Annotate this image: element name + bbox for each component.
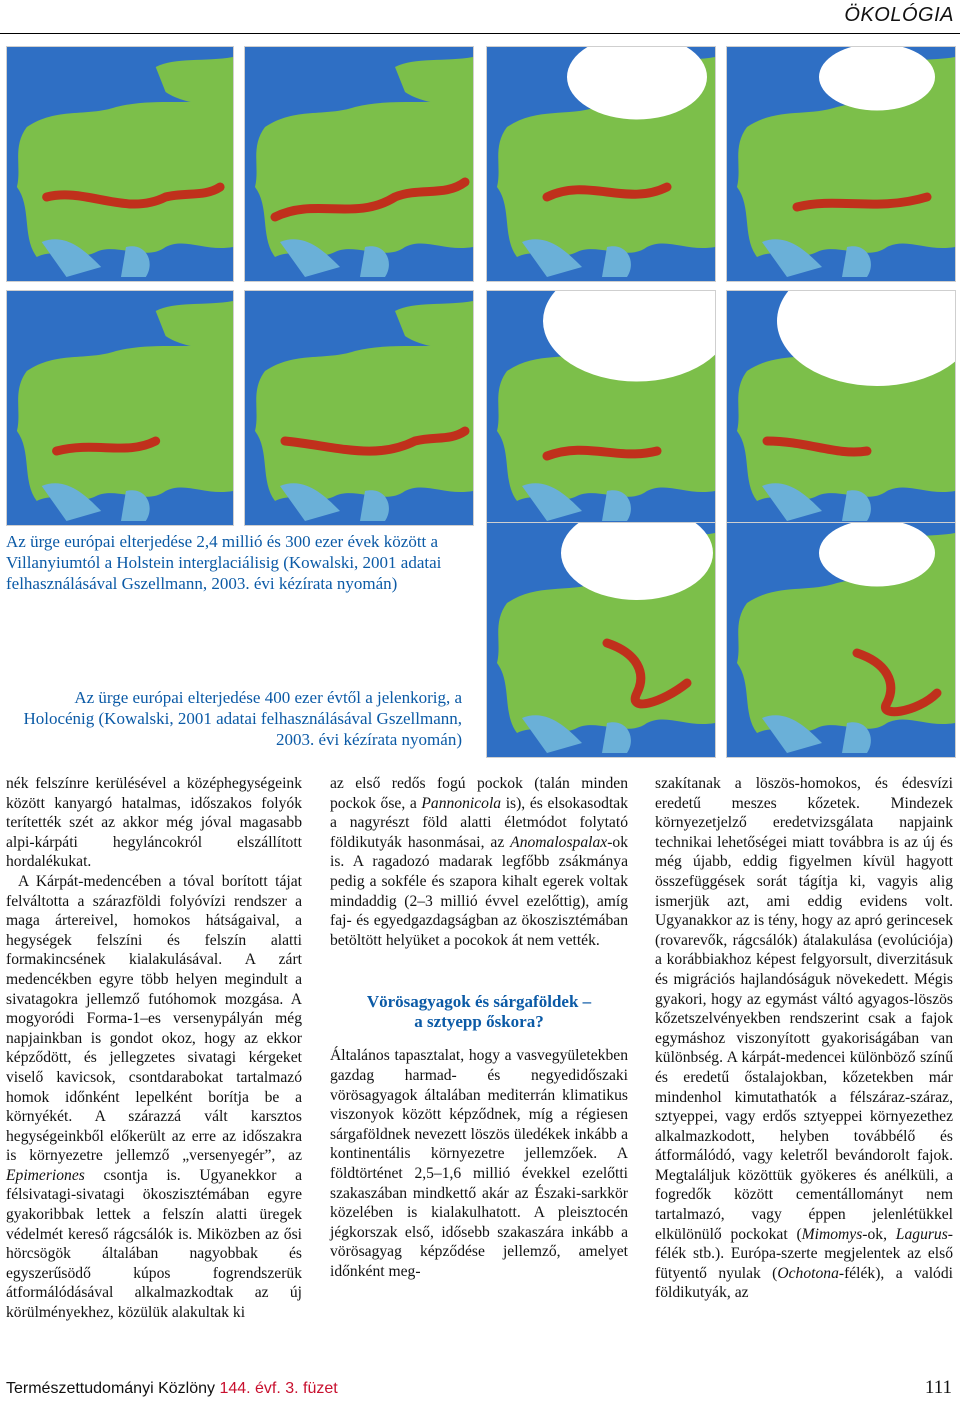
map-panel-2 xyxy=(244,46,474,282)
caption-second: Az ürge európai elterjedése 400 ezer évtől a jelenkorig, a Holocénig (Kowalski, 2001 adatai felhasználásával Gszellmann, 2003. évi kézírata nyomán) xyxy=(23,688,462,749)
text-column-1 xyxy=(6,774,302,1323)
page-number: 111 xyxy=(924,1377,952,1398)
map-land xyxy=(737,97,955,257)
section-heading: Vörösagyagok és sárgaföldek – a sztyepp őskora? xyxy=(366,992,592,1032)
map-range xyxy=(547,187,667,197)
map-panel-7 xyxy=(486,290,716,526)
map-panel-6 xyxy=(726,46,956,282)
paragraph: A Kárpát-medencében a tóval borított tájat felváltotta a szárazföldi folyóvízi rendszer a maga ártereivel, homokos hátságaival, a hegységek felszíni és felszín alatti formakincsének kialakulásával. A zárt medencékben egyre több helyen megindult a sivatagokra jellemző futóhomok mozgása. A mogyoródi Forma-1–es versenypályán még napjainkban is gondot okoz, hogy az ekkor képződött, és jellegzetes sivatagi kérgeket viselő kavicsok, csontdarabokat tartalmazó homok időnként lepelként borítja be a környékét. A szárazzá vált karsztos hegységeinkből előkerült az erre az időszakra is környezetre jellemző „versenyegér”, az Epimeriones csontja is. Ugyanekkor a félsivatagi-sivatagi ökoszisztémában egyre gyakoribbak lettek a felszín alatti üregek védelmét kereső rágcsálók is. Miközben az ősi hörcsögök általában nagyobbak és egyszerűsödő kúpos fogrendszerük átformálódásával alkalmazkodtak az új körülményekhez, közülük alakultak ki xyxy=(6,872,302,1322)
map-panel-9 xyxy=(486,522,716,758)
map-panel-8 xyxy=(726,290,956,526)
text-column-3 xyxy=(655,774,953,1303)
map-land xyxy=(737,573,955,733)
map-land xyxy=(17,341,233,501)
issue-label: 144. évf. 3. füzet xyxy=(219,1380,338,1397)
journal-name: Természettudományi Közlöny xyxy=(6,1380,215,1397)
paragraph: nék felszínre kerülésével a középhegységeink között kanyargó hatalmas, időszakos folyók terítették szét az akkor még jóval magasabb alpi-kárpáti hegyláncokról elszállított hordalékukat. xyxy=(6,775,302,871)
page-footer xyxy=(6,1377,954,1402)
map-land xyxy=(255,341,473,501)
section-title: ÖKOLÓGIA xyxy=(844,4,954,26)
text-column-2 xyxy=(330,774,628,1281)
map-land xyxy=(497,573,715,733)
map-land xyxy=(17,97,233,257)
map-panel-5 xyxy=(486,46,716,282)
map-panel-4 xyxy=(244,290,474,526)
map-land xyxy=(497,97,715,257)
map-panel-1 xyxy=(6,46,234,282)
map-land xyxy=(255,97,473,257)
caption-first: Az ürge európai elterjedése 2,4 millió és 300 ezer évek között a Villanyiumtól a Holstein interglaciálisig (Kowalski, 2001 adatai felhasználásával Gszellmann, 2003. évi kézírata nyomán) xyxy=(6,532,442,593)
paragraph: Általános tapasztalat, hogy a vasvegyületekben gazdag harmad- és negyedidőszaki vörösagyagok általában mediterrán klimatikus viszonyok között képződnek, míg a régiesen sárgaföldnek nevezett löszös üledékek inkább a kontinentális környezetre jellemzőek. A földtörténet 2,5–1,6 millió évekkel ezelőtti szakaszában mindkettő akár az Északi-sarkkör közelében is kialakulhatott. A pleisztocén jégkorszak első, idősebb szakaszára inkább a vörösagyag képződése jellemző, amelyet időnként meg- xyxy=(330,1047,628,1280)
map-panel-10 xyxy=(726,522,956,758)
map-range xyxy=(547,450,657,456)
map-panel-3 xyxy=(6,290,234,526)
paragraph: szakítanak a löszös-homokos, és édesvízi eredetű meszes kőzetek. Mindezek környezetjelző eredetvizsgálata napjaink technikai lehetőségei miatt továbbra is az új és még újabb, eddig figyelmen kívül hagyott összefüggések sorát tágítja ki, vagyis alig ismerjük azt, ami eddig evidens volt. Ugyanakkor az is tény, hogy az apró gerincesek (rovarevők, rágcsálók) átalakulása (evolúciója) a korábbiakhoz képest felgyorsult, diverzitásuk és migrációs hajlandóságuk növekedett. Mégis gyakori, hogy az egymást váltó agyagos-löszös kőzetszelvényekben rendszerint csak a fajok egymáshoz viszonyított gyakoriságában van különbség. A kárpát-medencei különböző színű és eredetű őstalajokban, kőzetekben már mindenhol kimutathatók a félszáraz-száraz, sztyeppei, vagy erdős sztyeppei környezethez alkalmazkodott, helyben továbbélő és átformálódó, vagy keletről bevándorolt fajok. Megtaláljuk közöttük gyökeres és anélküli, a fogredők között cementállományt nem tartalmazó, vagy éppen jelenlétükkel elkülönülő pockokat (Mimomys-ok, Lagurus-félék stb.). Európa-szerte megjelentek az első fütyentő nyulak (Ochotona-félék), a valódi földikutyák, az xyxy=(655,775,953,1302)
paragraph: az első redős fogú pockok (talán minden pockok őse, a Pannonicola is), és elsokasodtak a nagyrészt föld alatti életmódot folytató földikutyák hasonmásai, az Anomalospalax-ok is. A ragadozó madarak legfőbb zsákmánya pedig a sokféle és szapora kihalt egerek voltak mindaddig (2–3 millió évvel ezelőttig), amíg faj- és egyedgazdagságban az ökoszisztémában betöltött helyüket a pocokok át nem vették. xyxy=(330,775,628,949)
